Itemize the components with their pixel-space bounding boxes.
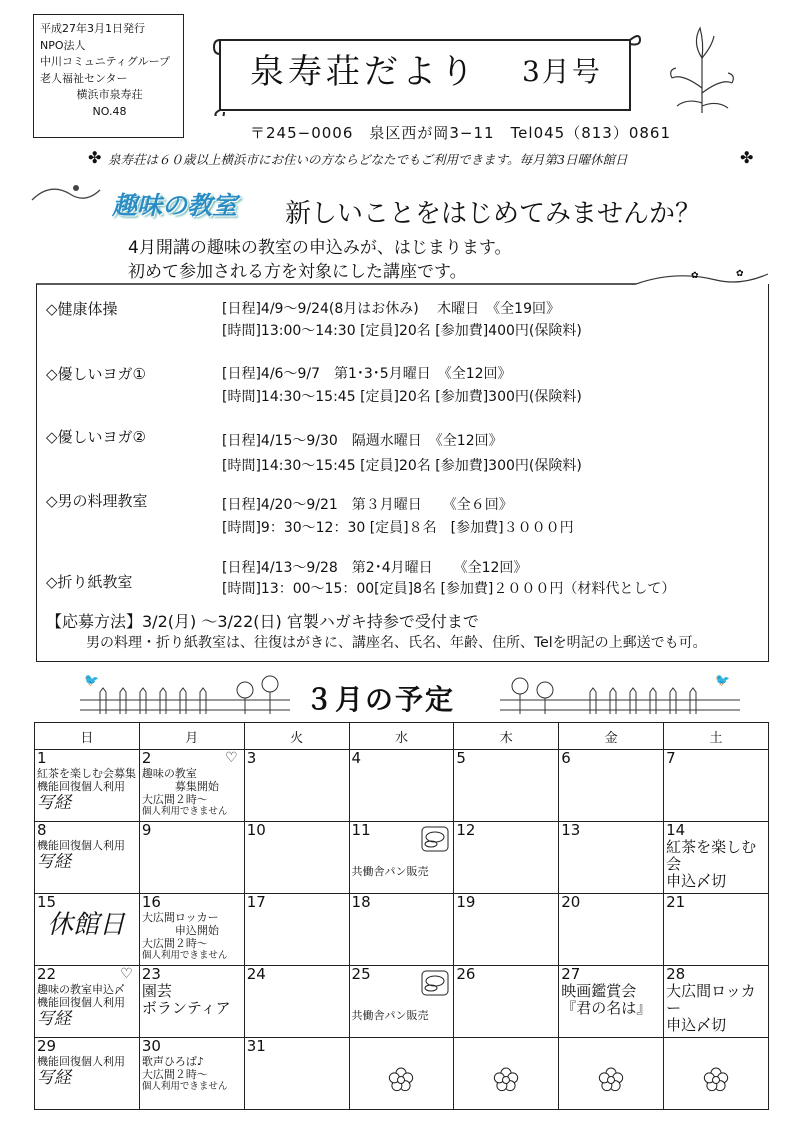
bread-icon <box>421 826 449 852</box>
heart-icon: ♡ <box>225 750 238 766</box>
address-line: 〒245−0006 泉区西が岡3−11 Tel045（813）0861 <box>250 124 672 142</box>
svg-text:✿: ✿ <box>736 269 744 279</box>
course-schedule: [日程]4/20〜9/21 第３月曜日 《全６回》 <box>222 497 513 513</box>
calendar-week-row <box>35 966 769 1038</box>
calendar-day-cell <box>349 894 454 966</box>
svg-text:✿: ✿ <box>691 271 699 281</box>
weekday-tue: 火 <box>244 723 349 750</box>
event-note: 個人利用できません <box>141 1081 228 1092</box>
hobby-intro-line-2: 初めて参加される方を対象にした講座です。 <box>128 262 467 282</box>
event-text <box>352 996 452 1009</box>
day-number: 21 <box>666 893 686 911</box>
event-text: 大広間ロッカー <box>666 982 756 1017</box>
flower-icon <box>597 1066 625 1094</box>
org-type: NPO法人 <box>40 38 86 52</box>
day-number: 10 <box>246 821 266 839</box>
sutra-copying-label: 写経 <box>37 852 71 872</box>
calendar-day-cell <box>664 966 769 1038</box>
day-number: 23 <box>141 965 161 983</box>
event-text: 大広間２時〜 <box>141 793 208 806</box>
event-text: 共働舎パン販売 <box>351 1009 429 1022</box>
newsletter-title: 泉寿荘だより <box>250 52 478 92</box>
day-number: 3 <box>246 749 257 767</box>
course-schedule: [日程]4/13〜9/28 第2･4月曜日 《全12回》 <box>222 560 528 576</box>
event-text: 募集開始 <box>141 780 219 793</box>
event-text: 機能回復個人利用 <box>37 1055 125 1068</box>
course-name: ◇折り紙教室 <box>46 573 133 591</box>
fence-left-decoration <box>80 670 290 718</box>
day-number: 2 <box>141 749 152 767</box>
hobby-intro-line-1: 4月開講の趣味の教室の申込みが、はじまります。 <box>128 238 512 258</box>
calendar-day-cell <box>139 750 244 822</box>
course-name: ◇優しいヨガ② <box>46 428 146 446</box>
hobby-class-label: 趣味の教室 <box>112 191 238 220</box>
course-time: [時間]9：30〜12：30 [定員]８名 [参加費]３０００円 <box>222 520 574 536</box>
day-number: 9 <box>141 821 152 839</box>
event-text <box>352 852 452 865</box>
calendar-day-cell <box>35 822 140 894</box>
weekday-wed: 水 <box>349 723 454 750</box>
day-number: 17 <box>246 893 266 911</box>
calendar-day-cell <box>244 966 349 1038</box>
center-type: 老人福祉センター <box>40 71 128 85</box>
schedule-title: ３月の予定 <box>305 683 456 716</box>
day-number: 4 <box>351 749 362 767</box>
calendar-week-row <box>35 894 769 966</box>
calendar-week-row <box>35 750 769 822</box>
issue-date: 平成27年3月1日発行 <box>40 22 145 35</box>
event-text: 大広間ロッカー <box>141 911 219 924</box>
course-schedule: [日程]4/9〜9/24(8月はお休み) 木曜日 《全19回》 <box>222 301 560 317</box>
eligibility-notice: 泉寿荘は６０歳以上横浜市にお住いの方ならどなたでもご利用できます。毎月第3日曜休館日 <box>108 152 628 167</box>
calendar-day-cell <box>664 822 769 894</box>
event-text: 歌声ひろば♪ <box>141 1055 204 1068</box>
calendar-day-cell <box>349 750 454 822</box>
day-number: 22 <box>37 965 57 983</box>
course-time: [時間]13:00〜14:30 [定員]20名 [参加費]400円(保険料) <box>222 323 582 339</box>
event-text: 申込〆切 <box>666 872 727 890</box>
course-time: [時間]13：00〜15：00[定員]8名 [参加費]２０００円（材料代として） <box>222 581 676 597</box>
event-text: 申込開始 <box>141 924 219 937</box>
calendar-day-cell <box>139 1038 244 1110</box>
day-number: 27 <box>561 965 581 983</box>
calendar-day-cell <box>139 894 244 966</box>
calendar-week-row <box>35 1038 769 1110</box>
event-text: 機能回復個人利用 <box>37 839 125 852</box>
bread-icon <box>421 970 449 996</box>
hobby-headline: 新しいことをはじめてみませんか？ <box>285 199 702 229</box>
weekday-sat: 土 <box>664 723 769 750</box>
calendar-day-cell <box>139 966 244 1038</box>
calendar-day-cell <box>559 1038 664 1110</box>
day-number: 13 <box>561 821 581 839</box>
calendar-day-cell <box>244 1038 349 1110</box>
course-name: ◇健康体操 <box>46 300 118 318</box>
calendar-day-cell <box>139 822 244 894</box>
calendar-day-cell <box>244 894 349 966</box>
calendar-day-cell <box>559 966 664 1038</box>
calendar-day-cell <box>244 750 349 822</box>
day-number: 7 <box>666 749 676 767</box>
day-number: 24 <box>246 965 266 983</box>
flower-icon <box>702 1066 730 1094</box>
day-number: 30 <box>141 1037 161 1055</box>
calendar-day-cell <box>349 966 454 1038</box>
day-number: 12 <box>456 821 476 839</box>
center-name: 横浜市泉寿荘 <box>76 88 143 101</box>
day-number: 15 <box>37 893 57 911</box>
calendar-day-cell <box>244 822 349 894</box>
calendar-day-cell <box>559 750 664 822</box>
sutra-copying-label: 写経 <box>37 1068 71 1088</box>
event-text: ボランティア <box>141 999 231 1017</box>
event-text: 大広間２時〜 <box>141 937 208 950</box>
event-text: 申込〆切 <box>666 1016 727 1034</box>
course-schedule: [日程]4/15〜9/30 隔週水曜日 《全12回》 <box>222 433 503 449</box>
event-text: 紅茶を楽しむ会 <box>666 838 757 873</box>
issue-number: NO.48 <box>92 104 127 118</box>
application-method: 【応募方法】3/2(月) 〜3/22(日) 官製ハガキ持参で受付まで <box>46 612 479 631</box>
calendar-day-cell <box>349 1038 454 1110</box>
sutra-copying-label: 写経 <box>37 1009 71 1029</box>
heart-icon: ♡ <box>120 966 133 982</box>
event-text: 『君の名は』 <box>561 999 652 1017</box>
day-number: 18 <box>351 893 371 911</box>
event-note: 個人利用できません <box>141 806 228 817</box>
day-number: 31 <box>246 1037 266 1055</box>
calendar-day-cell <box>559 822 664 894</box>
day-number: 14 <box>666 821 686 839</box>
event-text: 共働舎パン販売 <box>351 865 429 878</box>
event-text: 映画鑑賞会 <box>561 982 637 1000</box>
day-number: 26 <box>456 965 476 983</box>
calendar-day-cell <box>454 750 559 822</box>
weekday-fri: 金 <box>559 723 664 750</box>
event-text: 園芸 <box>141 982 172 1000</box>
event-text: 趣味の教室申込〆 <box>37 983 125 996</box>
day-number: 19 <box>456 893 476 911</box>
day-number: 25 <box>351 965 371 983</box>
calendar-day-cell <box>664 1038 769 1110</box>
day-number: 29 <box>37 1037 57 1055</box>
flower-icon <box>387 1066 415 1094</box>
org-name: 中川コミュニティグループ <box>40 55 171 68</box>
day-number: 28 <box>666 965 686 983</box>
calendar-day-cell <box>35 1038 140 1110</box>
issue-month: 3月号 <box>522 55 602 88</box>
calendar-day-cell <box>454 822 559 894</box>
weekday-mon: 月 <box>139 723 244 750</box>
svg-text:🐦: 🐦 <box>84 673 99 687</box>
course-name: ◇優しいヨガ① <box>46 365 146 383</box>
day-number: 5 <box>456 749 466 767</box>
event-text: 大広間２時〜 <box>141 1068 208 1081</box>
event-text: 紅茶を楽しむ会募集 <box>37 767 136 780</box>
day-number: 20 <box>561 893 581 911</box>
application-note: 男の料理・折り紙教室は、往復はがきに、講座名、氏名、年齢、住所、Telを明記の上郵送でも可。 <box>86 635 707 651</box>
svg-text:🐦: 🐦 <box>715 673 730 687</box>
publisher-info-box <box>33 14 184 138</box>
weekday-thu: 木 <box>454 723 559 750</box>
calendar-day-cell <box>559 894 664 966</box>
clover-right-icon: ✤ <box>740 148 754 167</box>
closed-day-label: 休館日 <box>47 910 126 940</box>
calendar-day-cell <box>664 750 769 822</box>
day-number: 6 <box>561 749 571 767</box>
fence-right-decoration <box>500 670 740 718</box>
calendar-day-cell <box>35 894 140 966</box>
day-number: 8 <box>37 821 47 839</box>
event-text: 機能回復個人利用 <box>37 996 125 1009</box>
calendar-day-cell <box>454 894 559 966</box>
calendar-day-cell <box>35 966 140 1038</box>
calendar-day-cell <box>454 966 559 1038</box>
weekday-sun: 日 <box>35 723 140 750</box>
calendar-week-row <box>35 822 769 894</box>
course-name: ◇男の料理教室 <box>46 492 148 510</box>
weekday-header-row <box>35 723 769 750</box>
calendar-day-cell <box>349 822 454 894</box>
flower-illustration-icon <box>662 18 742 118</box>
day-number: 1 <box>37 749 47 767</box>
march-calendar <box>34 722 769 1110</box>
course-time: [時間]14:30〜15:45 [定員]20名 [参加費]300円(保険料) <box>222 458 582 474</box>
event-text: 機能回復個人利用 <box>37 780 125 793</box>
sutra-copying-label: 写経 <box>37 793 71 813</box>
calendar-day-cell <box>664 894 769 966</box>
event-text: 趣味の教室 <box>141 767 197 780</box>
day-number: 11 <box>351 821 371 839</box>
swirl-decoration-icon <box>30 180 120 208</box>
clover-left-icon: ✤ <box>88 148 102 167</box>
event-note: 個人利用できません <box>141 950 228 961</box>
calendar-day-cell <box>35 750 140 822</box>
flower-icon <box>492 1066 520 1094</box>
course-schedule: [日程]4/6〜9/7 第1･3･5月曜日 《全12回》 <box>222 366 512 382</box>
course-time: [時間]14:30〜15:45 [定員]20名 [参加費]300円(保険料) <box>222 389 582 405</box>
day-number: 16 <box>141 893 161 911</box>
calendar-day-cell <box>454 1038 559 1110</box>
